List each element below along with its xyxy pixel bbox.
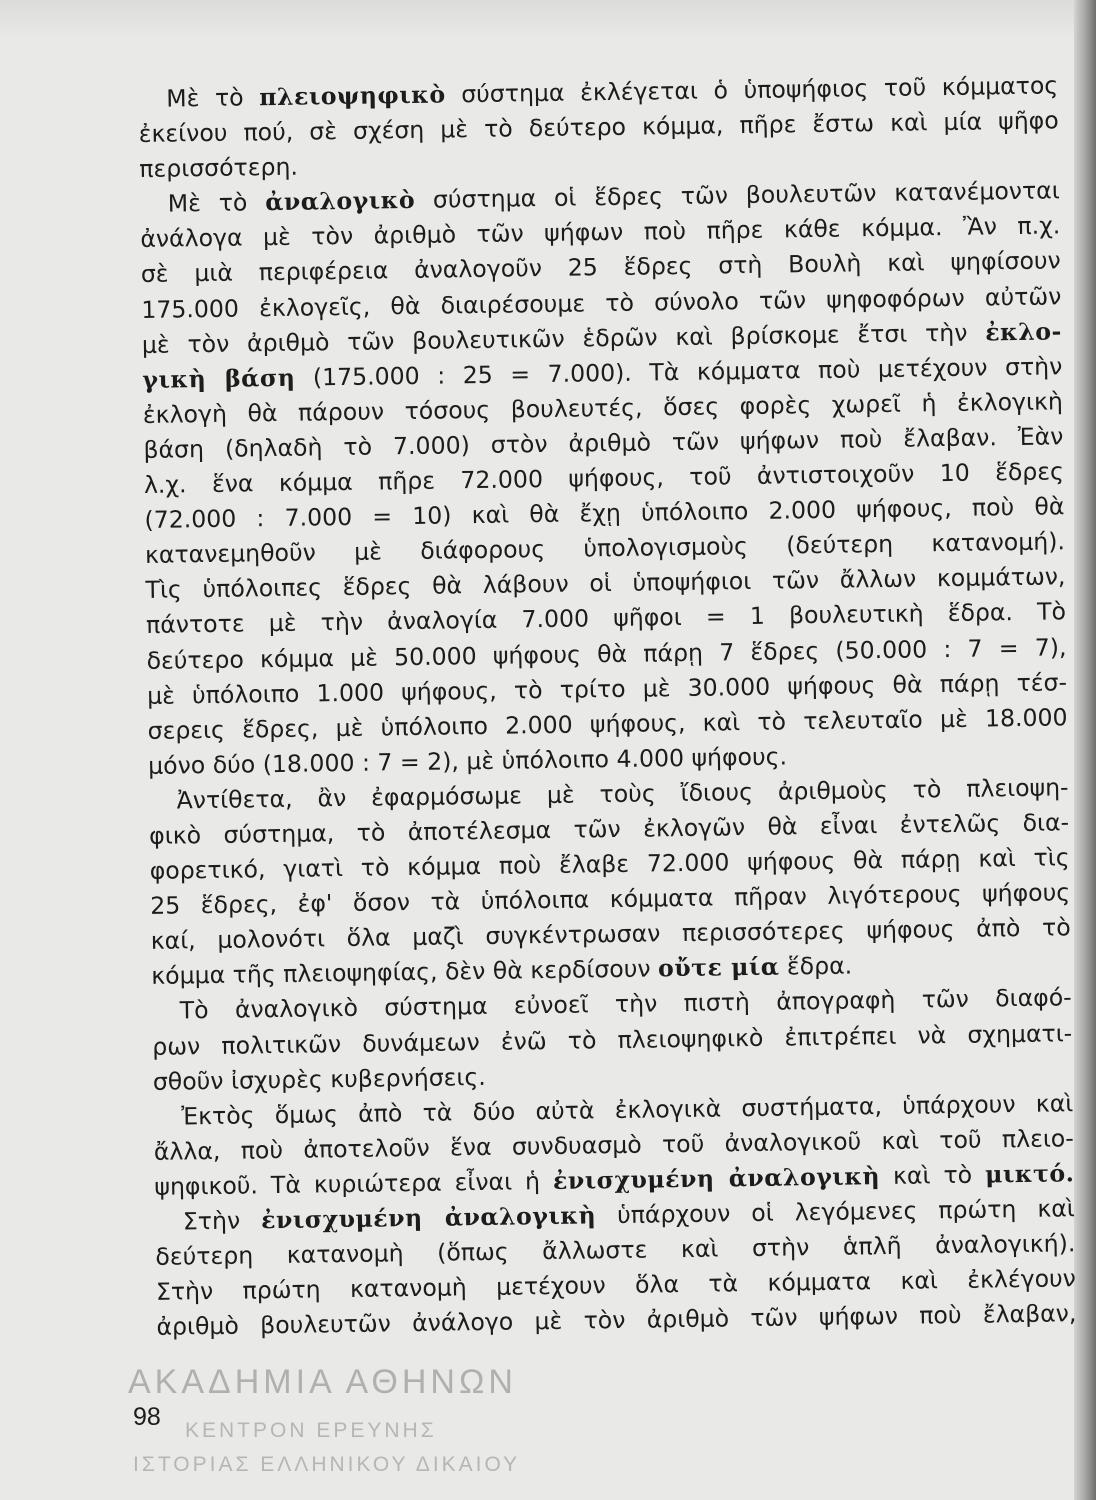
text-line: 25 ἕδρες, ἐφ' ὅσον τὰ ὑπόλοιπα κόμματα πῆραν λιγότερους ψήφους	[150, 878, 1071, 921]
text-line: περισσότερη.	[139, 152, 299, 184]
library-stamp-line-2: ΚΕΝΤΡΟΝ ΕΡΕΥΝΗΣ	[185, 1419, 437, 1442]
text-line: Ἐκτὸς ὅμως ἀπὸ τὰ δύο αὐτὰ ἐκλογικὰ συστήματα, ὑπάρχουν καὶ	[181, 1088, 1074, 1131]
text-line: (72.000 : 7.000 = 10) καὶ θὰ ἔχῃ ὑπόλοιπο 2.000 ψήφους, ποὺ θὰ	[144, 492, 1065, 535]
bold-term: ἐνισχυμένη ἀναλογικὴ	[552, 1162, 881, 1195]
page-binding-edge	[1074, 0, 1096, 1500]
text-line: γικὴ βάση (175.000 : 25 = 7.000). Τὰ κόμματα ποὺ μετέχουν στὴν	[142, 352, 1063, 394]
text-line: Ἀντίθετα, ἂν ἐφαρμόσωμε μὲ τοὺς ἴδιους ἀριθμοὺς τὸ πλειοψη-	[176, 773, 1069, 815]
text-line: Μὲ τὸ πλειοψηφικὸ σύστημα ἐκλέγεται ὁ ὑποψήφιος τοῦ κόμματος	[166, 71, 1059, 113]
text-line: κατανεμηθοῦν μὲ διάφορους ὑπολογισμοὺς (δεύτερη κατανομή).	[144, 527, 1066, 570]
library-stamp-line-1: ΑΚΑΔΗΜΙΑ ΑΘΗΝΩΝ	[128, 1363, 517, 1401]
text-line: ἐκείνου πού, σὲ σχέση μὲ τὸ δεύτερο κόμμα, πῆρε ἔστω καὶ μία ψῆφο	[138, 106, 1059, 149]
text-line: σθοῦν ἰσχυρὲς κυβερνήσεις.	[152, 1062, 486, 1096]
text-line: Στὴν πρώτη κατανομὴ μετέχουν ὅλα τὰ κόμματα καὶ ἐκλέγουν	[155, 1264, 1077, 1307]
text-line: Τὸ ἀναλογικὸ σύστημα εὐνοεῖ τὴν πιστὴ ἀπογραφὴ τῶν διαφό-	[179, 983, 1072, 1025]
text-line: Μὲ τὸ ἀναλογικὸ σύστημα οἱ ἕδρες τῶν βουλευτῶν κατανέμονται	[167, 176, 1060, 218]
text-line: Στὴν ἐνισχυμένη ἀναλογικὴ ὑπάρχουν οἱ λεγόμενες πρώτη καὶ	[182, 1194, 1076, 1236]
text-line: μόνο δύο (18.000 : 7 = 2), μὲ ὑπόλοιπο 4.000 ψήφους.	[147, 742, 788, 780]
text-line: ἀνάλογα μὲ τὸν ἀριθμὸ τῶν ψήφων ποὺ πῆρε κάθε κόμμα. Ἂν π.χ.	[140, 211, 1061, 254]
text-line: ἄλλα, ποὺ ἀποτελοῦν ἕνα συνδυασμὸ τοῦ ἀναλογικοῦ καὶ τοῦ πλειο-	[153, 1124, 1074, 1166]
text-line: δεύτερο κόμμα μὲ 50.000 ψήφους θὰ πάρῃ 7 ἕδρες (50.000 : 7 = 7),	[146, 632, 1067, 675]
text-line: ψηφικοῦ. Τὰ κυριώτερα εἶναι ἡ ἐνισχυμένη ἀναλογικὴ καὶ τὸ μικτό.	[154, 1159, 1075, 1201]
bold-term: μικτό.	[984, 1159, 1075, 1189]
bold-term: ἐνισχυμένη ἀναλογικὴ	[260, 1201, 597, 1235]
text-line: Τὶς ὑπόλοιπες ἕδρες θὰ λάβουν οἱ ὑποψήφιοι τῶν ἄλλων κομμάτων,	[145, 562, 1066, 605]
bold-term: ἐκλο-	[984, 316, 1063, 347]
library-stamp-line-3: ΙΣΤΟΡΙΑΣ ΕΛΛΗΝΙΚΟΥ ΔΙΚΑΙΟΥ	[133, 1453, 521, 1476]
text-line: μὲ ὑπόλοιπο 1.000 ψήφους, τὸ τρίτο μὲ 30.000 ψήφους θὰ πάρῃ τέσ-	[146, 667, 1068, 710]
bold-term: πλειοψηφικὸ	[259, 80, 446, 112]
text-line: κόμμα τῆς πλειοψηφίας, δὲν θὰ κερδίσουν οὔτε μία ἕδρα.	[151, 951, 853, 991]
body-text	[138, 68, 1077, 1345]
text-line: φικὸ σύστημα, τὸ ἀποτέλεσμα τῶν ἐκλογῶν θὰ εἶναι ἐντελῶς δια-	[148, 808, 1070, 850]
text-line: σὲ μιὰ περιφέρεια ἀναλογοῦν 25 ἕδρες στὴ Βουλὴ καὶ ψηφίσουν	[140, 246, 1061, 289]
text-line: βάση (δηλαδὴ τὸ 7.000) στὸν ἀριθμὸ τῶν ψήφων ποὺ ἔλαβαν. Ἐὰν	[143, 422, 1064, 464]
text-line: λ.χ. ἕνα κόμμα πῆρε 72.000 ψήφους, τοῦ ἀντιστοιχοῦν 10 ἕδρες	[143, 457, 1065, 499]
bold-term: οὔτε μία	[657, 952, 780, 983]
text-line: ἐκλογὴ θὰ πάρουν τόσους βουλευτές, ὅσες φορὲς χωρεῖ ἡ ἐκλογικὴ	[142, 387, 1064, 429]
text-line: μὲ τὸν ἀριθμὸ τῶν βουλευτικῶν ἑδρῶν καὶ βρίσκομε ἔτσι τὴν ἐκλο-	[141, 316, 1063, 359]
page-top-shadow	[0, 0, 1096, 40]
text-line: σερεις ἕδρες, μὲ ὑπόλοιπο 2.000 ψήφους, καὶ τὸ τελευταῖο μὲ 18.000	[147, 702, 1068, 745]
text-line: πάντοτε μὲ τὴν ἀναλογία 7.000 ψῆφοι = 1 βουλευτικὴ ἕδρα. Τὸ	[145, 597, 1067, 640]
bold-term: γικὴ βάση	[142, 363, 296, 394]
text-line: φορετικό, γιατὶ τὸ κόμμα ποὺ ἔλαβε 72.000 ψήφους θὰ πάρῃ καὶ τὶς	[149, 843, 1070, 885]
text-line: καί, μολονότι ὅλα μαζὶ συγκέντρωσαν περισσότερες ψήφους ἀπὸ τὸ	[150, 913, 1071, 956]
page-number: 98	[133, 1403, 161, 1431]
text-line: 175.000 ἐκλογεῖς, θὰ διαιρέσουμε τὸ σύνολο τῶν ψηφοφόρων αὐτῶν	[141, 281, 1062, 324]
text-line: ρων πολιτικῶν δυνάμεων ἐνῶ τὸ πλειοψηφικὸ ἐπιτρέπει νὰ σχηματι-	[152, 1018, 1073, 1061]
text-line: ἀριθμὸ βουλευτῶν ἀνάλογο μὲ τὸν ἀριθμὸ τῶν ψήφων ποὺ ἔλαβαν,	[156, 1299, 1077, 1342]
text-line: δεύτερη κατανομὴ (ὅπως ἄλλωστε καὶ στὴν ἁπλῆ ἀναλογική).	[155, 1229, 1076, 1271]
bold-term: ἀναλογικὸ	[264, 186, 416, 217]
